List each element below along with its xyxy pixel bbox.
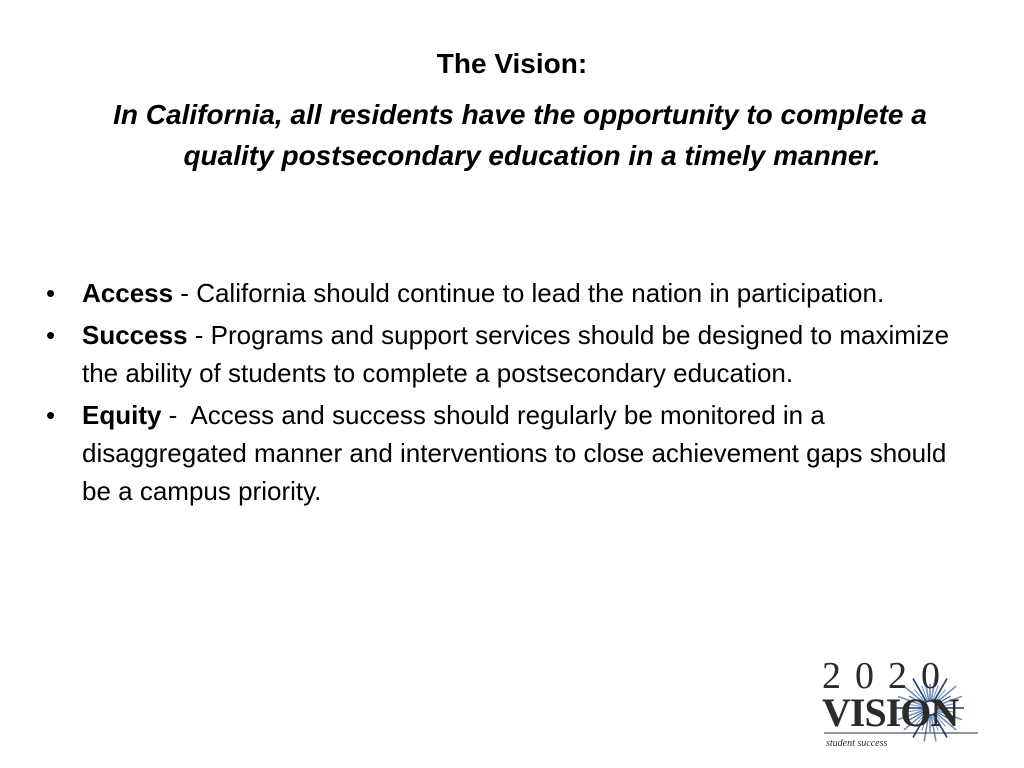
logo-graphic [818, 652, 984, 752]
bullet-dot: • [46, 400, 56, 430]
bullet-text: Access and success should regularly be monitored in a disaggregated manner and interventions to close achievement gaps should be a campus priority. [82, 400, 947, 506]
logo-tagline: student success [826, 738, 888, 749]
bullet-term: Access [82, 278, 174, 308]
bullet-text: Programs and support services should be designed to maximize the ability of students to complete a postsecondary education. [82, 320, 950, 388]
bullet-dot: • [46, 320, 56, 350]
bullet-list [46, 274, 976, 514]
bullet-term: Success [82, 320, 188, 350]
bullet-item-access [46, 274, 976, 312]
bullet-separator: - [173, 278, 197, 308]
logo-word: VISION [822, 690, 959, 735]
bullet-separator: - [161, 400, 191, 430]
slide-title: The Vision: [436, 48, 588, 79]
bullet-text: California should continue to lead the nation in participation. [196, 278, 885, 308]
bullet-separator: - [187, 320, 211, 350]
logo-year: 2020 [822, 655, 954, 697]
bullet-dot: • [46, 278, 56, 308]
2020-vision-logo [818, 652, 984, 752]
bullet-term: Equity [82, 400, 162, 430]
bullet-item-equity [46, 396, 976, 510]
vision-statement: In California, all residents have the opportunity to complete a quality postsecondary education in a timely manner. [113, 99, 927, 171]
bullet-item-success [46, 316, 976, 392]
